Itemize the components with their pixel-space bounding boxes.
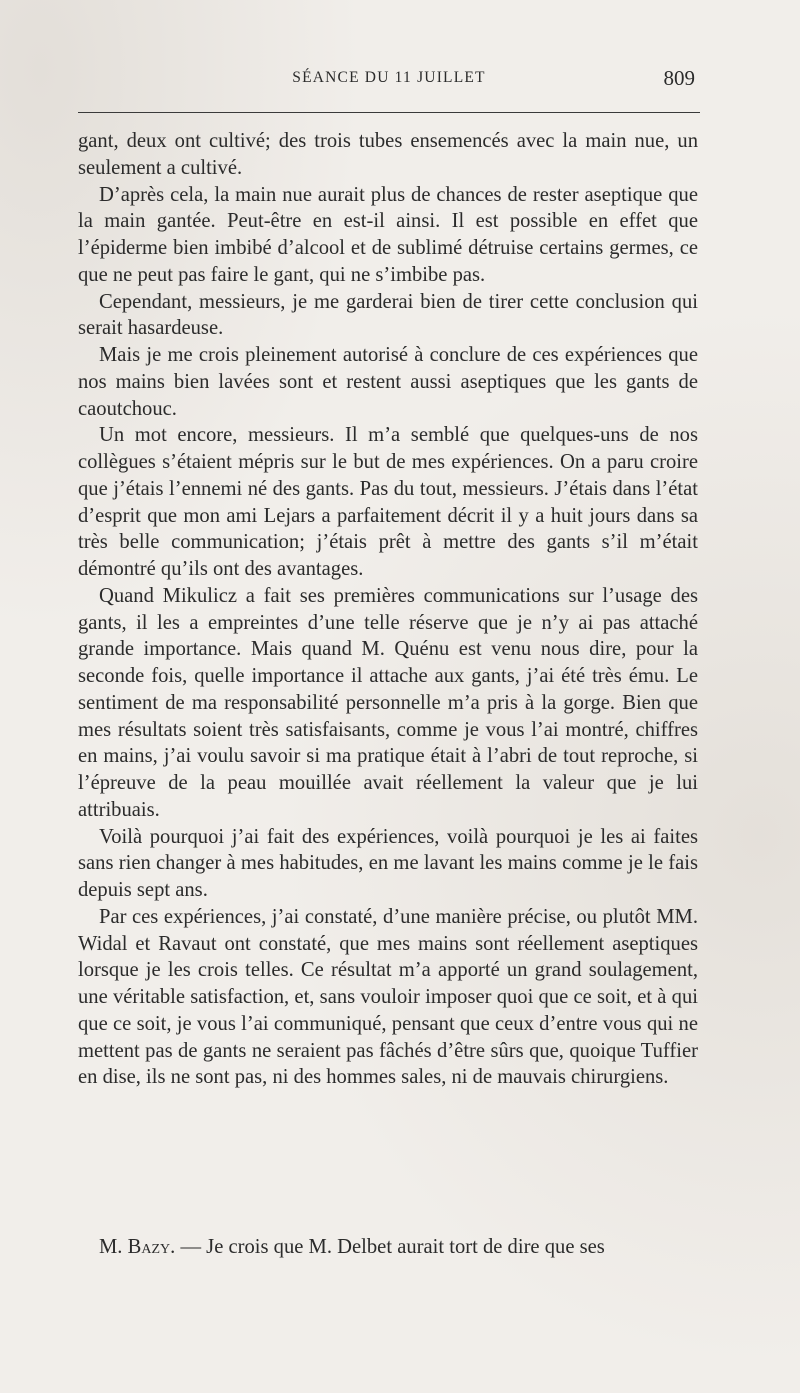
header-rule bbox=[78, 112, 700, 113]
running-title: SÉANCE DU 11 JUILLET bbox=[292, 69, 486, 86]
page-header bbox=[78, 66, 700, 100]
body-text bbox=[78, 128, 698, 1091]
paragraph: Cependant, messieurs, je me garderai bien de tirer cette conclusion qui serait hasardeuse. bbox=[78, 290, 698, 340]
paragraph: gant, deux ont cultivé; des trois tubes ensemencés avec la main nue, un seulement a cultivé. bbox=[78, 130, 698, 179]
paragraph: Quand Mikulicz a fait ses premières communications sur l’usage des gants, il les a empreintes d’une telle réserve que je n’y ai pas attaché grande importance. Mais quand M. Quénu est venu nous dire, pour la seconde fois, quelle importance il attache aux gants, j’ai été très ému. Le sentiment de ma responsabilité personnelle m’a pris à la gorge. Bien que mes résultats soient très satisfaisants, comme je vous l’ai montré, chiffres en mains, j’ai voulu savoir si ma pratique était à l’abri de tout reproche, si l’épreuve de la peau mouillée avait réellement la valeur que je lui attribuais. bbox=[78, 584, 698, 821]
paragraph: Un mot encore, messieurs. Il m’a semblé que quelques-uns de nos collègues s’étaient mépris sur le but de mes expériences. On a paru croire que j’étais l’ennemi né des gants. Pas du tout, messieurs. J’étais dans l’état d’esprit que mon ami Lejars a parfaitement décrit il y a huit jours dans sa très belle communication; j’étais prêt à mettre des gants s’il m’était démontré qu’ils ont des avantages. bbox=[78, 424, 698, 580]
page-number: 809 bbox=[663, 66, 695, 90]
paragraph: Mais je me crois pleinement autorisé à conclure de ces expériences que nos mains bien lavées sont et restent aussi aseptiques que les gants de caoutchouc. bbox=[78, 344, 698, 420]
speaker-name: Bazy bbox=[127, 1236, 171, 1258]
speaker-paragraph bbox=[78, 1234, 698, 1261]
speaker-text: . — Je crois que M. Delbet aurait tort de dire que ses bbox=[170, 1236, 605, 1258]
speaker-prefix: M. bbox=[99, 1236, 123, 1258]
paragraph: Par ces expériences, j’ai constaté, d’une manière précise, ou plutôt MM. Widal et Ravaut ont constaté, que mes mains sont réellement aseptiques lorsque je les crois telles. Ce résultat m’a apporté un grand soulagement, une véritable satisfaction, et, sans vouloir imposer quoi que ce soit, et à qui que ce soit, je vous l’ai communiqué, pensant que ceux d’entre vous qui ne mettent pas de gants ne seraient pas fâchés d’être sûrs que, quoique Tuffier en dise, ils ne sont pas, ni des hommes sales, ni de mauvais chirurgiens. bbox=[78, 905, 698, 1089]
paragraph: D’après cela, la main nue aurait plus de chances de rester aseptique que la main gantée. Peut-être en est-il ainsi. Il est possible en effet que l’épiderme bien imbibé d’alcool et de sublimé détruise certains germes, ce que ne peut pas faire le gant, qui ne s’imbibe pas. bbox=[78, 183, 698, 286]
paragraph: Voilà pourquoi j’ai fait des expériences, voilà pourquoi je les ai faites sans rien changer à mes habitudes, en me lavant les mains comme je le fais depuis sept ans. bbox=[78, 825, 698, 901]
